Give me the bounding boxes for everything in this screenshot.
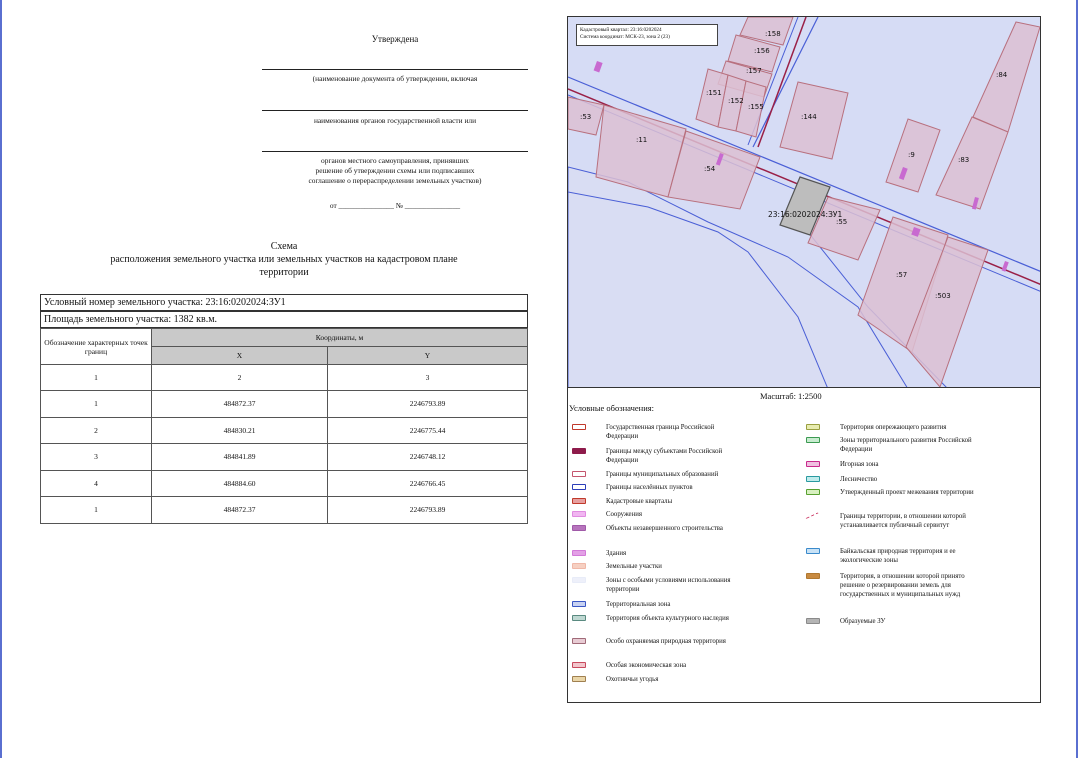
legend-label: Лесничество: [840, 476, 878, 483]
legend-label: Зоны территориального развития Российской Федерации: [840, 437, 972, 453]
table-row: [41, 391, 528, 418]
plot-area: Площадь земельного участка: 1382 кв.м.: [40, 311, 528, 328]
schema-subtitle-1: расположения земельного участка или земельных участков на кадастровом плане: [110, 254, 458, 265]
map-header: [576, 24, 718, 46]
legend-item: [806, 475, 878, 483]
label-55: :55: [836, 218, 848, 226]
legend-swatch: [572, 471, 586, 477]
label-84: :84: [996, 71, 1008, 79]
table-cell: 2246766.45: [328, 470, 528, 497]
cadastral-quarter: Кадастровый квартал: 23:16:0202024: [580, 27, 662, 33]
legend-label: Игорная зона: [840, 461, 879, 468]
legend-label: Земельные участки: [606, 563, 662, 570]
legend-label: Особо охраняемая природная территория: [606, 638, 726, 645]
legend-label: Зоны с особыми условиями использования территории: [606, 577, 731, 593]
table-row: [41, 497, 528, 524]
legend-swatch: [572, 638, 586, 644]
table-cell: 1: [41, 497, 152, 524]
legend-item: [572, 510, 642, 518]
legend-item: [806, 547, 956, 564]
legend-item: [806, 460, 879, 468]
legend-item: [572, 675, 659, 683]
table-cell: 2: [152, 365, 328, 391]
label-53: :53: [580, 113, 592, 121]
table-cell: 484884.60: [152, 470, 328, 497]
table-cell: 484841.89: [152, 444, 328, 471]
legend-swatch: [806, 618, 820, 624]
legend-swatch: [572, 676, 586, 682]
label-157: :157: [746, 67, 762, 75]
legend-label: Границы между субъектами Российской Федерации: [606, 448, 723, 464]
legend-swatch: [572, 550, 586, 556]
legend-label: Территориальная зона: [606, 601, 671, 608]
date-number-line: от _______________ № _______________: [329, 201, 461, 210]
legend-label: Байкальская природная территория и ее экологические зоны: [840, 548, 956, 564]
label-54: :54: [704, 165, 716, 173]
legend-item: [806, 512, 966, 529]
legend-item: [806, 488, 974, 496]
legend-label: Территория опережающего развития: [840, 424, 947, 431]
legend-label: Объекты незавершенного строительства: [606, 525, 723, 532]
legend-swatch: [572, 484, 586, 490]
legend-item: [572, 549, 627, 557]
label-83: :83: [958, 156, 970, 164]
legend-swatch: [806, 573, 820, 579]
legend-title: Условные обозначения:: [569, 403, 655, 413]
legend-swatch: [572, 511, 586, 517]
map-canvas: [568, 17, 1041, 388]
legend-label: Здания: [606, 550, 627, 557]
legend-swatch: [572, 498, 586, 504]
legend-item: [572, 497, 673, 505]
legend-label: Территория, в отношении которой принято решение о резервировании земель для государственных и муниципальных нужд: [840, 573, 965, 598]
schema-heading: Схема: [270, 241, 298, 252]
col-points-header: Обозначение характерных точек границ: [41, 329, 152, 365]
legend-swatch: [572, 563, 586, 569]
table-cell: 3: [328, 365, 528, 391]
legend-item: [572, 661, 687, 669]
table-index-row: [41, 365, 528, 391]
legend-item: [572, 470, 719, 478]
fill-line: [262, 69, 528, 70]
legend-item: [806, 572, 965, 598]
table-cell: 2246748.12: [328, 444, 528, 471]
coordinate-system: Система координат: МСК-23, зона 2 (23): [580, 34, 670, 40]
legend-item: [572, 524, 723, 532]
label-11: :11: [636, 136, 648, 144]
col-x-header: X: [152, 347, 328, 365]
label-151: :151: [706, 89, 722, 97]
table-cell: 2246775.44: [328, 417, 528, 444]
legend-label: Кадастровые кварталы: [606, 498, 673, 505]
decision-caption-2: соглашение о перераспределении земельных участков): [308, 176, 482, 185]
label-503: :503: [935, 292, 951, 300]
table-row: [41, 444, 528, 471]
legend-swatch: [572, 525, 586, 531]
legend-item: [572, 483, 693, 491]
label-158: :158: [765, 30, 781, 38]
label-155: :155: [748, 103, 764, 111]
table-cell: 484872.37: [152, 391, 328, 418]
table-cell: 2246793.89: [328, 391, 528, 418]
schema-subtitle-2: территории: [259, 267, 309, 278]
legend-item: [572, 447, 723, 464]
legend-swatch: [572, 615, 586, 621]
legend-item: [572, 637, 726, 645]
legend-label: Образуемые ЗУ: [840, 618, 886, 625]
authority-caption: наименования органов государственной власти или: [313, 116, 477, 125]
fill-line: [262, 110, 528, 111]
table-cell: 4: [41, 470, 152, 497]
legend-item: [806, 436, 972, 453]
legend-swatch: [572, 601, 586, 607]
table-cell: 1: [41, 365, 152, 391]
legend-label: Границы муниципальных образований: [606, 471, 719, 478]
legend-item: [572, 423, 715, 440]
legend-swatch: [572, 577, 586, 583]
legend-swatch: [806, 461, 820, 467]
legend-label: Границы населённых пунктов: [606, 484, 693, 491]
label-9: :9: [908, 151, 915, 159]
plot-number: Условный номер земельного участка: 23:16:0202024:ЗУ1: [40, 294, 528, 311]
table-cell: 484872.37: [152, 497, 328, 524]
coordinates-table: [40, 328, 528, 524]
local-gov-caption: органов местного самоуправления, принявших: [321, 156, 469, 165]
label-144: :144: [801, 113, 817, 121]
legend-item: [572, 562, 662, 570]
table-cell: 2246793.89: [328, 497, 528, 524]
legend-swatch: [806, 424, 820, 430]
col-y-header: Y: [328, 347, 528, 365]
decision-caption-1: решение об утверждении схемы или подписавших: [315, 166, 475, 175]
label-zu1: 23:16:0202024:ЗУ1: [768, 210, 843, 219]
doc-name-caption: (наименование документа об утверждении, включая: [312, 74, 478, 83]
legend-item: [572, 614, 729, 622]
table-cell: 484830.21: [152, 417, 328, 444]
legend-label: Особая экономическая зона: [606, 662, 687, 669]
table-row: [41, 470, 528, 497]
legend-label: Государственная граница Российской Федерации: [606, 424, 715, 440]
map-scale: Масштаб: 1:2500: [760, 391, 822, 401]
cadastral-map[interactable]: [567, 16, 1041, 388]
legend-swatch: [806, 476, 820, 482]
legend-swatch: [806, 548, 820, 554]
legend-swatch: [572, 424, 586, 430]
legend-label: Границы территории, в отношении которой устанавливается публичный сервитут: [840, 513, 966, 529]
schema-title: [40, 240, 528, 279]
legend-swatch: [572, 448, 586, 454]
label-152: :152: [728, 97, 744, 105]
approved-heading: Утверждена: [371, 34, 419, 44]
legend-label: Сооружения: [606, 511, 642, 518]
label-156: :156: [754, 47, 770, 55]
fill-line: [262, 151, 528, 152]
legend-swatch: [806, 489, 820, 495]
table-cell: 2: [41, 417, 152, 444]
legend-label: Охотничьи угодья: [606, 676, 659, 683]
legend-label: Территория объекта культурного наследия: [606, 615, 729, 622]
label-57: :57: [896, 271, 908, 279]
legend-swatch: [806, 437, 820, 443]
legend-swatch: [572, 662, 586, 668]
table-cell: 1: [41, 391, 152, 418]
legend-label: Утвержденный проект межевания территории: [840, 489, 974, 496]
legend-item: [572, 576, 731, 593]
col-coords-header: Координаты, м: [152, 329, 528, 347]
table-cell: 3: [41, 444, 152, 471]
legend-item: [572, 600, 671, 608]
legend-item: [806, 423, 947, 431]
legend-item: [806, 617, 886, 625]
table-row: [41, 417, 528, 444]
